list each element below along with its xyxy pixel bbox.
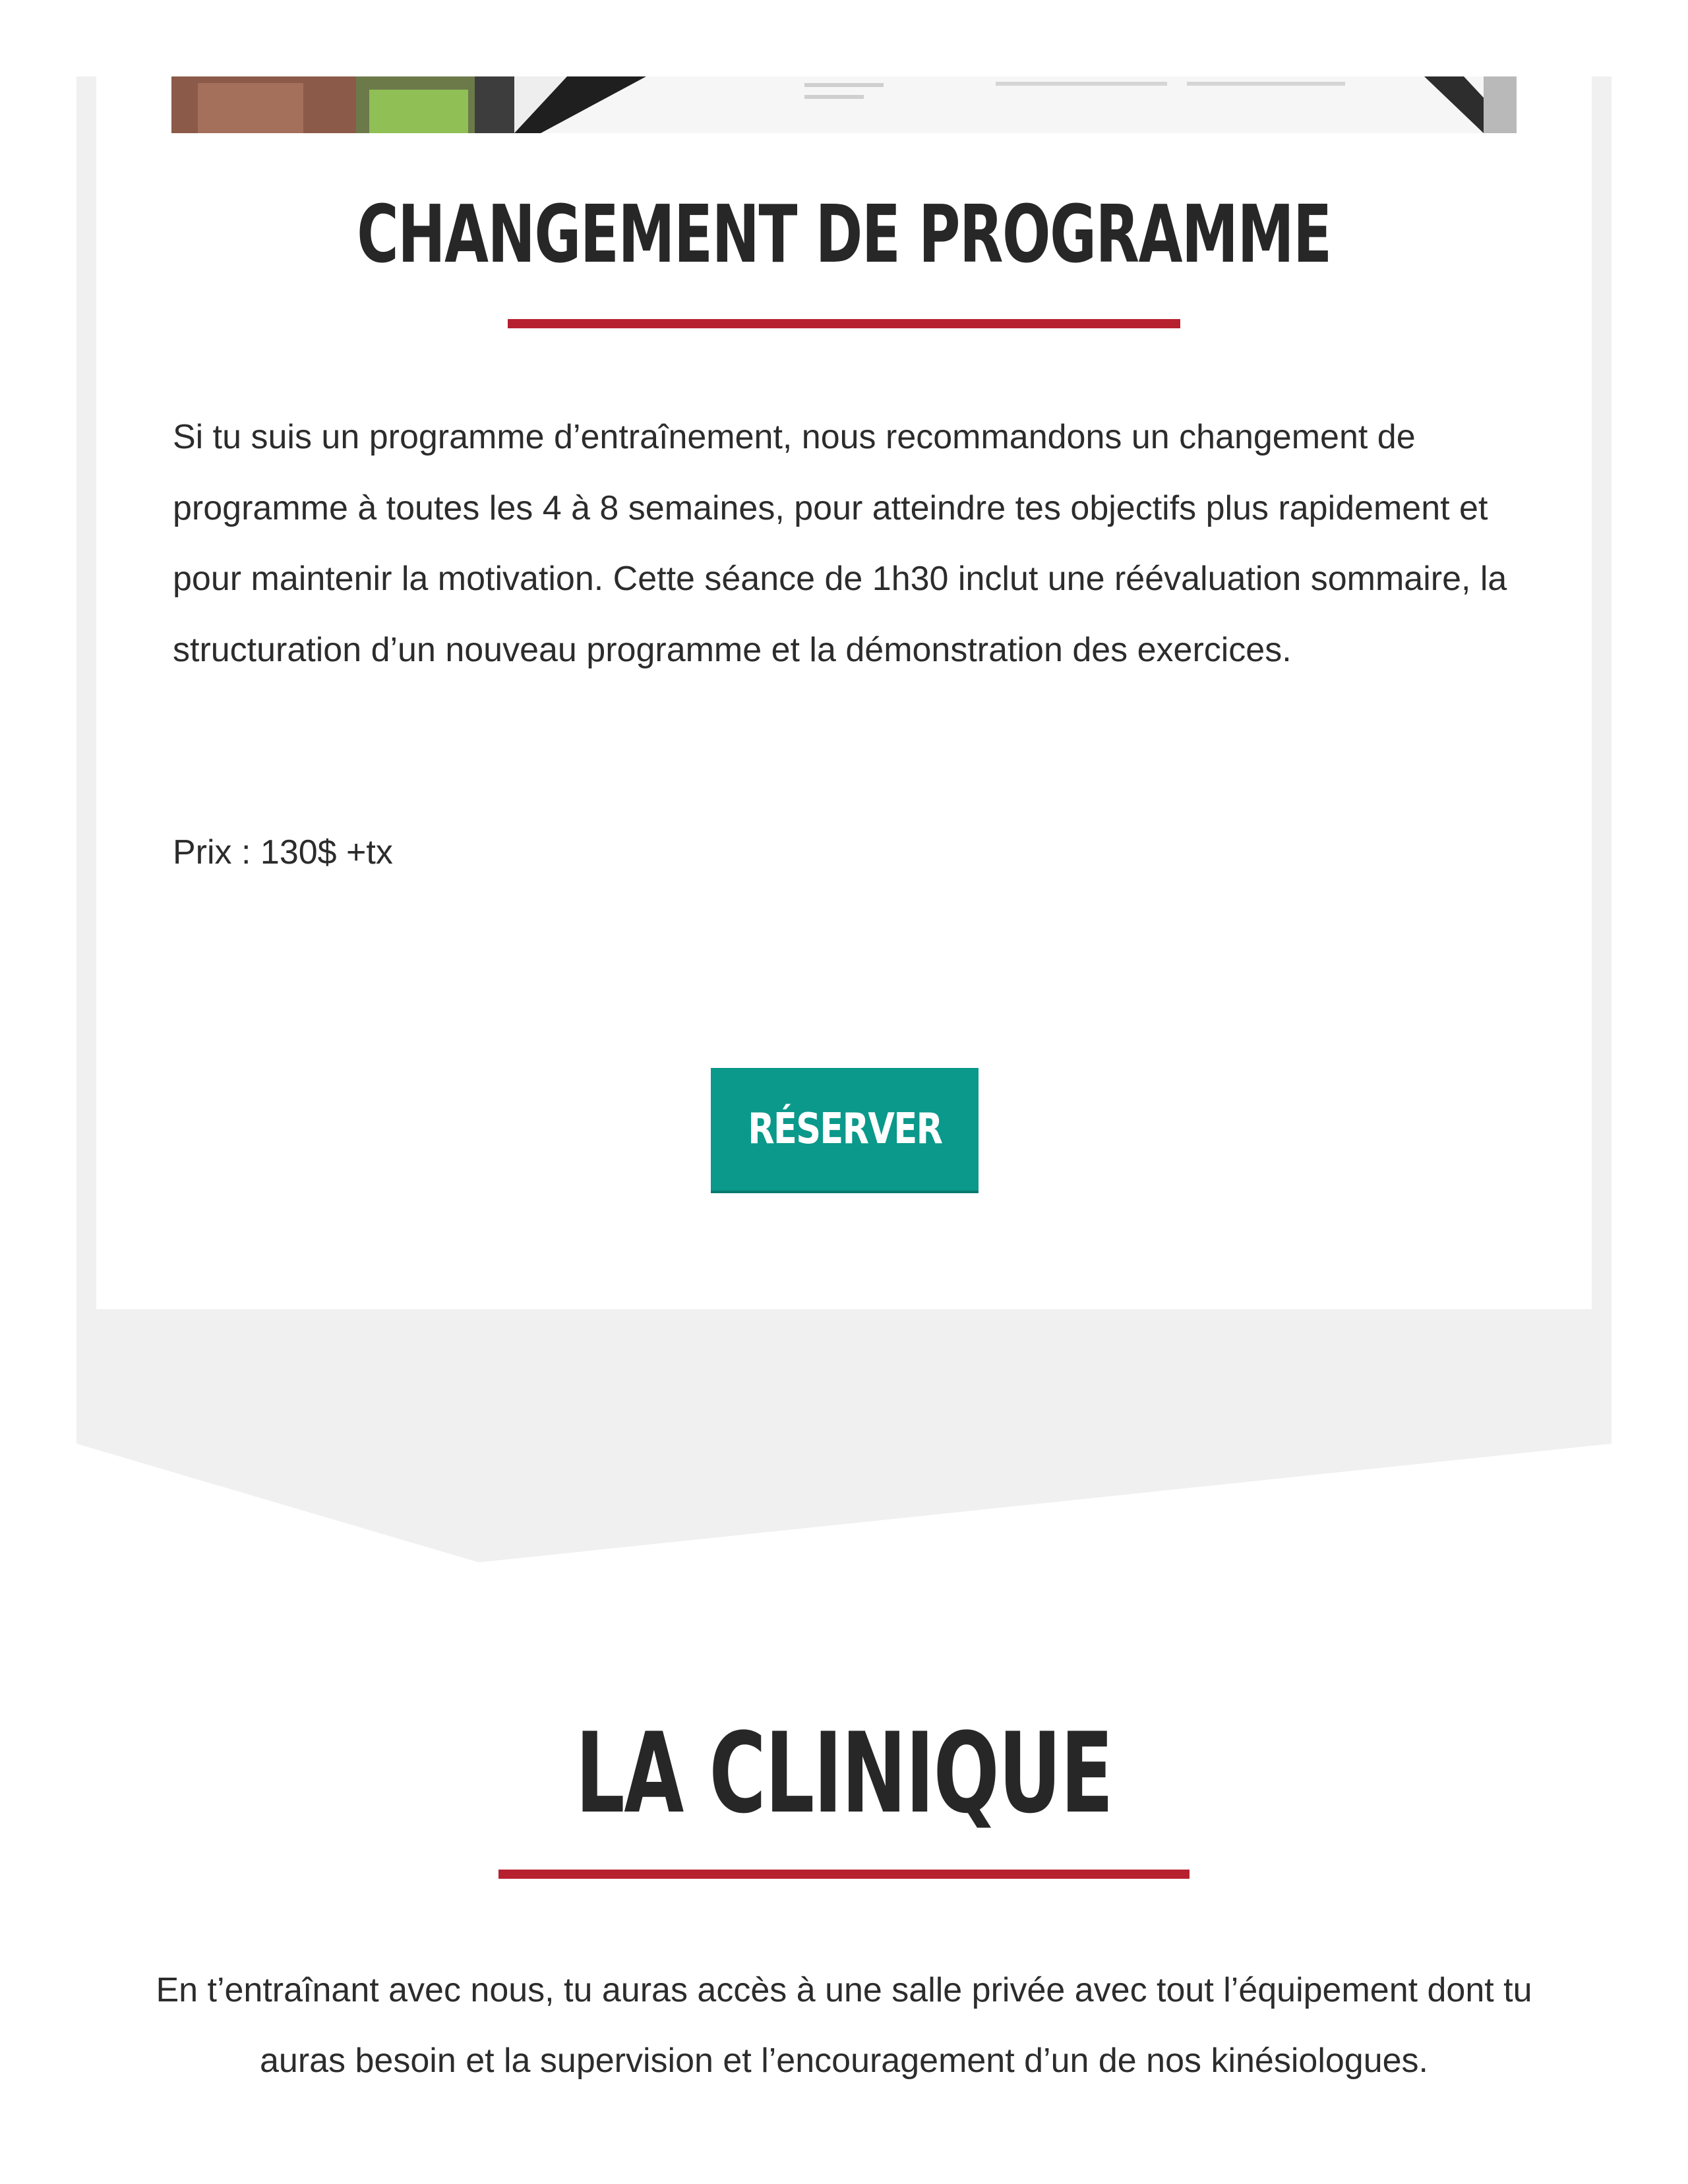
reserve-button[interactable] (711, 1068, 979, 1193)
clinic-title-underline (498, 1870, 1190, 1879)
program-card-title: CHANGEMENT DE PROGRAMME (357, 189, 1331, 281)
program-price: Prix : 130$ +tx (173, 833, 393, 871)
reserve-button-label: RÉSERVER (747, 1105, 942, 1154)
clinic-description: En t’entraînant avec nous, tu auras accès à une salle privée avec tout l’équipement dont tu auras besoin et la supervision et l’encouragement d’un de nos kinésiologues. (156, 1971, 1532, 2080)
program-hero-image (171, 76, 1517, 133)
program-title-underline (508, 319, 1180, 328)
program-description: Si tu suis un programme d’entraînement, nous recommandons un changement de programme à toutes les 4 à 8 semaines, pour atteindre tes objectifs plus rapidement et pour maintenir la motivation. Cette séance de 1h30 inclut une réévaluation sommaire, la structuration d’un nouveau programme et la démonstration des exercices. (173, 418, 1507, 669)
hero-image-graphic (171, 76, 1517, 133)
clinic-section-title: LA CLINIQUE (575, 1709, 1113, 1838)
